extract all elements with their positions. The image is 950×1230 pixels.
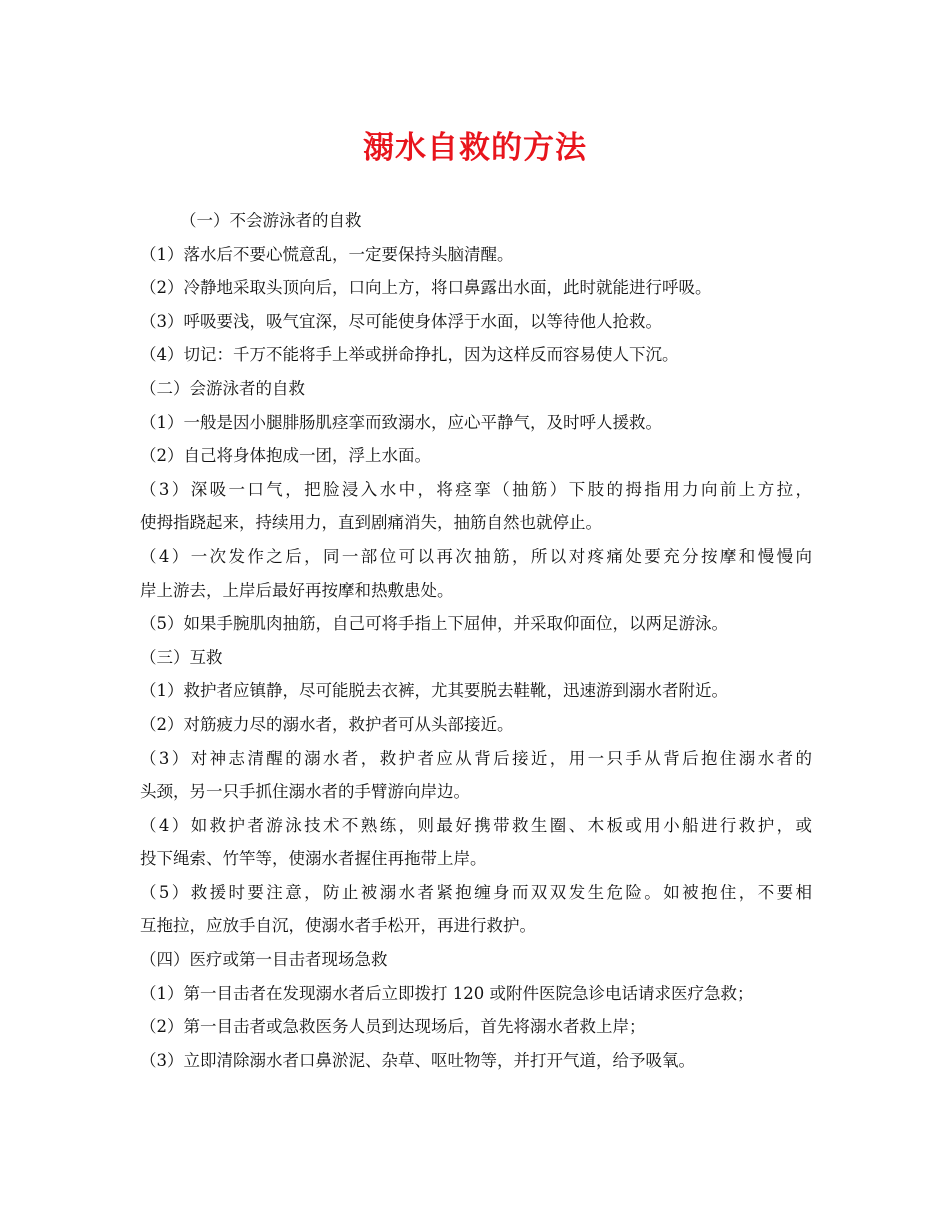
paragraph-line: （3）立即清除溺水者口鼻淤泥、杂草、呕吐物等，并打开气道，给予吸氧。 <box>140 1050 695 1070</box>
paragraph-line: 投下绳索、竹竿等，使溺水者握住再拖带上岸。 <box>140 849 487 869</box>
paragraph-line: （3）对神志清醒的溺水者，救护者应从背后接近，用一只手从背后抱住溺水者的 <box>140 748 812 768</box>
paragraph-line: （1）落水后不要心慌意乱，一定要保持头脑清醒。 <box>140 244 514 264</box>
paragraph-line: （4）一次发作之后，同一部位可以再次抽筋，所以对疼痛处要充分按摩和慢慢向 <box>140 546 812 566</box>
paragraph-line: 岸上游去，上岸后最好再按摩和热敷患处。 <box>140 580 454 600</box>
paragraph-line: 使拇指跷起来，持续用力，直到剧痛消失，抽筋自然也就停止。 <box>140 513 602 533</box>
section-heading-3: （三）互救 <box>140 647 223 667</box>
section-heading-4: （四）医疗或第一目击者现场急救 <box>140 950 388 970</box>
paragraph-line: （1）救护者应镇静，尽可能脱去衣裤，尤其要脱去鞋靴，迅速游到溺水者附近。 <box>140 681 728 701</box>
section-heading-2: （二）会游泳者的自救 <box>140 378 305 398</box>
paragraph-line: （1）一般是因小腿腓肠肌痉挛而致溺水，应心平静气，及时呼人援救。 <box>140 412 662 432</box>
paragraph-line: （2）对筋疲力尽的溺水者，救护者可从头部接近。 <box>140 714 514 734</box>
paragraph-line: （4）如救护者游泳技术不熟练，则最好携带救生圈、木板或用小船进行救护，或 <box>140 815 812 835</box>
paragraph-line: （2）自己将身体抱成一团，浮上水面。 <box>140 446 431 466</box>
paragraph-line: （5）救援时要注意，防止被溺水者紧抱缠身而双双发生危险。如被抱住，不要相 <box>140 882 812 902</box>
paragraph-line: 头颈，另一只手抓住溺水者的手臂游向岸边。 <box>140 782 470 802</box>
paragraph-line: 互拖拉，应放手自沉，使溺水者手松开，再进行救护。 <box>140 916 536 936</box>
page-title: 溺水自救的方法 <box>363 130 587 166</box>
paragraph-line: （1）第一目击者在发现溺水者后立即拨打 120 或附件医院急诊电话请求医疗急救； <box>140 983 754 1003</box>
document-body <box>140 204 812 1077</box>
paragraph-line: （5）如果手腕肌肉抽筋，自己可将手指上下屈伸，并采取仰面位，以两足游泳。 <box>140 614 728 634</box>
paragraph-line: （3）呼吸要浅，吸气宜深，尽可能使身体浮于水面，以等待他人抢救。 <box>140 311 662 331</box>
paragraph-line: （2）冷静地采取头顶向后，口向上方，将口鼻露出水面，此时就能进行呼吸。 <box>140 278 712 298</box>
paragraph-line: （3）深吸一口气，把脸浸入水中，将痉挛（抽筋）下肢的拇指用力向前上方拉， <box>140 479 812 499</box>
paragraph-line: （4）切记：千万不能将手上举或拼命挣扎，因为这样反而容易使人下沉。 <box>140 345 679 365</box>
section-heading-1: （一）不会游泳者的自救 <box>180 211 362 230</box>
paragraph-line: （2）第一目击者或急救医务人员到达现场后，首先将溺水者救上岸； <box>140 1017 646 1037</box>
